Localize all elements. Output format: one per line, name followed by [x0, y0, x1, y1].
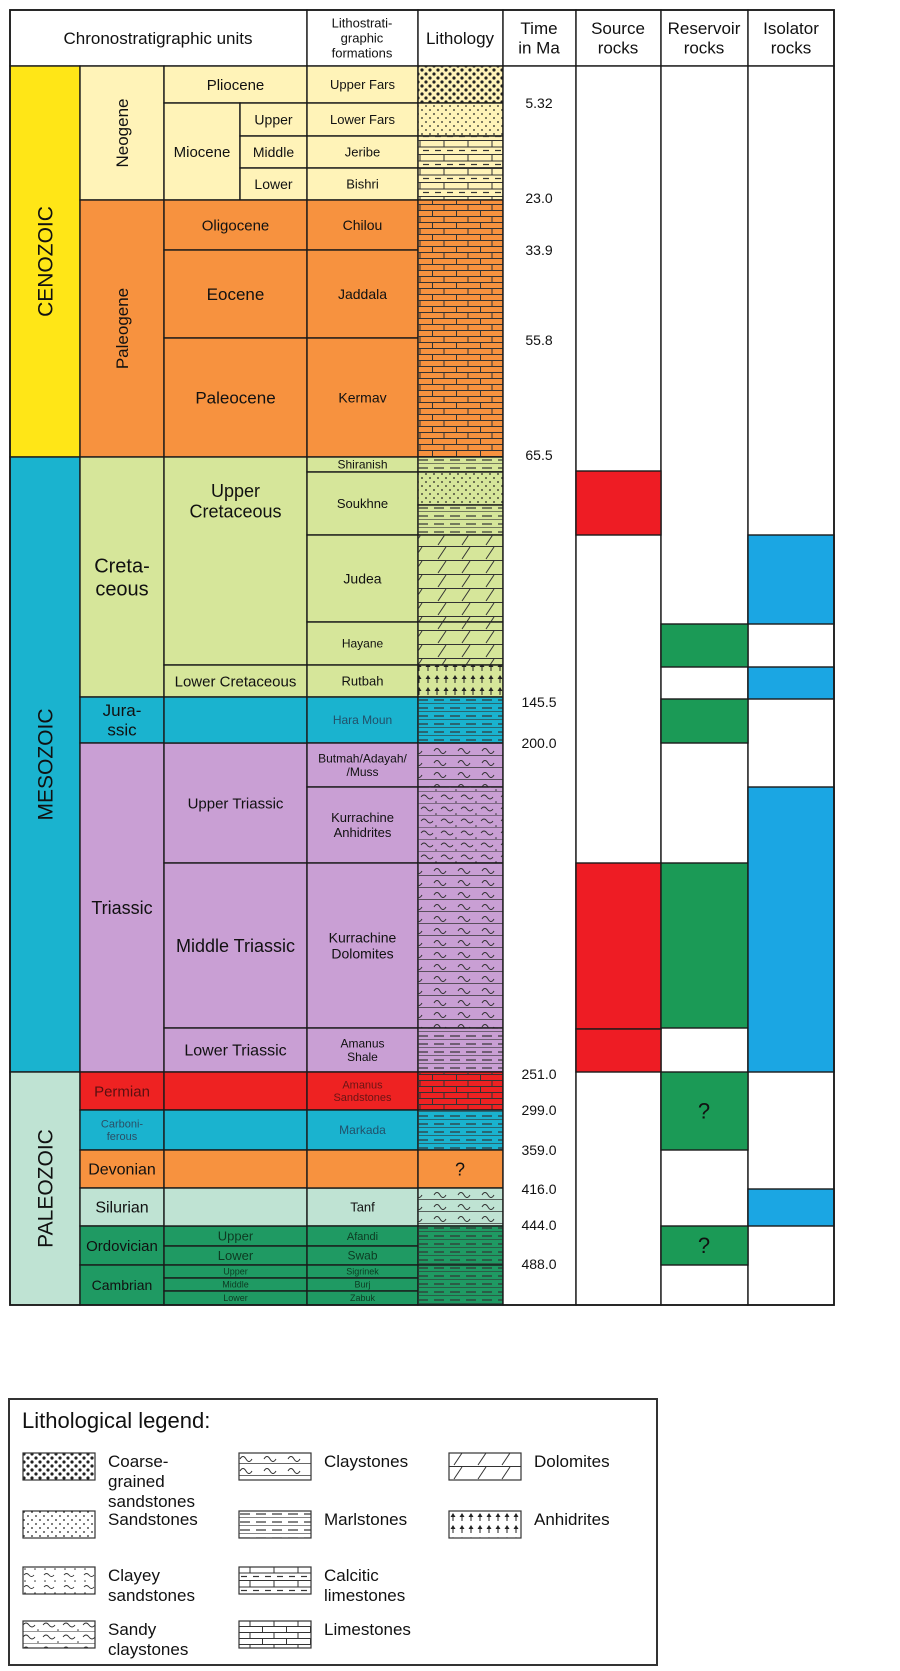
lithology-pattern — [418, 1072, 503, 1110]
lithology-pattern — [418, 1265, 503, 1305]
formation-label: Markada — [339, 1123, 386, 1138]
time-label: 33.9 — [525, 241, 553, 258]
lithology-pattern — [418, 168, 503, 200]
source-rock-block — [576, 471, 661, 535]
formation-label: Tanf — [350, 1199, 375, 1215]
header-source-rocks: Source rocks — [591, 19, 645, 58]
lithology-pattern — [418, 1226, 503, 1265]
formation-label: Jeribe — [344, 144, 381, 160]
lithology-pattern — [418, 505, 503, 535]
lithology-pattern — [418, 136, 503, 168]
legend-swatch-sand — [22, 1510, 104, 1540]
legend-swatch-marl — [238, 1510, 320, 1540]
legend-swatch-dolo — [448, 1452, 530, 1482]
lithology-pattern — [418, 535, 503, 622]
epoch-label: Miocene — [173, 143, 231, 161]
period-label: Permian — [94, 1083, 150, 1101]
formation-block-empty — [307, 1150, 418, 1188]
reservoir-rock-block — [661, 863, 748, 1028]
legend-label: Sandstones — [108, 1510, 198, 1529]
lithology-pattern — [418, 743, 503, 787]
epoch-label: Middle — [222, 1279, 249, 1290]
period-label: Cambrian — [91, 1276, 153, 1293]
reservoir-rock-block — [661, 624, 748, 667]
epoch-block-empty — [164, 1188, 307, 1226]
lithology-pattern — [418, 1188, 503, 1226]
formation-label: Sigrinek — [346, 1266, 379, 1277]
formation-label: Zabuk — [349, 1293, 376, 1304]
epoch-label: Lower — [254, 175, 293, 192]
lithology-unknown-label: ? — [454, 1159, 466, 1180]
formation-label: Jaddala — [337, 285, 388, 302]
formation-label: Hayane — [341, 636, 384, 651]
epoch-label: Upper — [217, 1228, 254, 1244]
legend-swatch-coarse — [22, 1452, 104, 1482]
legend-label: Limestones — [324, 1620, 411, 1639]
legend-label: Marlstones — [324, 1510, 408, 1529]
period-label: Ordovician — [86, 1237, 158, 1255]
formation-label: Chilou — [342, 216, 383, 233]
legend-title: Lithological legend: — [22, 1408, 211, 1433]
lithology-pattern — [418, 863, 503, 1028]
lithological-legend — [8, 1398, 658, 1666]
lithology-pattern — [418, 103, 503, 136]
epoch-label: Lower Triassic — [184, 1042, 287, 1060]
legend-label: Claystones — [324, 1452, 409, 1471]
header-lithology: Lithology — [425, 28, 495, 48]
formation-label: Upper Fars — [329, 77, 396, 93]
epoch-label: Oligocene — [201, 217, 270, 235]
period-label: Silurian — [95, 1199, 149, 1217]
lithology-pattern — [418, 697, 503, 743]
period-label: Creta-ceous — [94, 555, 150, 601]
time-label: 488.0 — [521, 1255, 557, 1272]
period-label: Neogene — [112, 98, 132, 168]
period-label: Devonian — [88, 1161, 156, 1179]
legend-swatch-clay — [238, 1452, 320, 1482]
formation-label: Butmah/Adayah/ /Muss — [318, 751, 407, 780]
epoch-label: Upper Cretaceous — [189, 480, 282, 522]
source-column — [576, 66, 661, 1305]
legend-label: Sandy claystones — [108, 1620, 189, 1659]
legend-label: Anhidrites — [534, 1510, 610, 1529]
period-label: Carboni-ferous — [100, 1118, 144, 1144]
legend-label: Calcitic limestones — [324, 1566, 406, 1605]
time-label: 145.5 — [521, 693, 557, 710]
era-label: CENOZOIC — [34, 206, 58, 317]
epoch-label: Middle — [252, 143, 295, 160]
header-isolator-rocks: Isolator rocks — [763, 19, 819, 58]
lithology-pattern — [418, 787, 503, 863]
time-label: 359.0 — [521, 1141, 557, 1158]
legend-swatch-sandyclay — [22, 1620, 104, 1650]
lithology-pattern — [418, 622, 503, 665]
time-label: 55.8 — [525, 331, 553, 348]
formation-label: Afandi — [346, 1230, 379, 1243]
formation-label: Judea — [343, 570, 382, 587]
lithology-pattern — [418, 472, 503, 505]
period-label: Triassic — [91, 897, 153, 918]
lithology-pattern — [418, 200, 503, 457]
formation-label: Rutbah — [341, 673, 384, 689]
isolator-rock-block — [748, 667, 834, 699]
header-time-in-ma: Time in Ma — [518, 19, 560, 58]
period-label: Jura-ssic — [102, 701, 142, 740]
time-label: 5.32 — [525, 94, 553, 111]
lithology-pattern — [418, 1028, 503, 1072]
formation-label: Hara Moun — [332, 713, 393, 728]
era-label: MESOZOIC — [34, 708, 58, 821]
epoch-block-empty — [164, 1150, 307, 1188]
legend-swatch-anhy — [448, 1510, 530, 1540]
formation-label: Kurrachine Anhidrites — [331, 810, 394, 841]
time-label: 251.0 — [521, 1065, 557, 1082]
time-label: 416.0 — [521, 1180, 557, 1197]
epoch-label: Paleocene — [195, 388, 276, 408]
epoch-label: Upper Triassic — [187, 795, 284, 813]
lithology-pattern — [418, 1110, 503, 1150]
epoch-label: Upper — [254, 111, 293, 128]
formation-label: Swab — [347, 1248, 378, 1263]
lithology-pattern — [418, 66, 503, 103]
legend-swatch-clayeysand — [22, 1566, 104, 1596]
time-label: 23.0 — [525, 189, 553, 206]
epoch-block-empty — [164, 697, 307, 743]
time-label: 299.0 — [521, 1101, 557, 1118]
epoch-label: Pliocene — [206, 76, 265, 94]
isolator-rock-block — [748, 787, 834, 1072]
formation-label: Kermav — [338, 389, 387, 406]
time-label: 200.0 — [521, 734, 557, 751]
epoch-label: Lower Cretaceous — [174, 673, 297, 691]
epoch-label: Upper — [223, 1266, 248, 1277]
source-rock-block — [576, 863, 661, 1029]
formation-label: Amanus Sandstones — [333, 1079, 392, 1105]
formation-label: Lower Fars — [329, 112, 396, 128]
epoch-label: Lower — [217, 1248, 254, 1264]
time-label: 444.0 — [521, 1216, 557, 1233]
formation-label: Amanus Shale — [340, 1036, 385, 1065]
legend-label: Dolomites — [534, 1452, 610, 1471]
formation-label: Kurrachine Dolomites — [328, 929, 397, 962]
time-label: 65.5 — [525, 446, 553, 463]
header-lithostratigraphic-formations: Lithostrati-graphic formations — [331, 15, 393, 61]
lithology-pattern — [418, 665, 503, 697]
epoch-label: Eocene — [206, 284, 265, 304]
header-chronostratigraphic-units: Chronostratigraphic units — [63, 28, 253, 48]
source-rock-block — [576, 1029, 661, 1072]
legend-label: Clayey sandstones — [108, 1566, 195, 1605]
isolator-rock-block — [748, 535, 834, 624]
lithology-pattern — [418, 457, 503, 472]
epoch-label: Middle Triassic — [175, 935, 296, 956]
epoch-label: Lower — [223, 1293, 248, 1304]
isolator-rock-block — [748, 1189, 834, 1226]
period-label: Paleogene — [112, 287, 132, 370]
header-reservoir-rocks: Reservoir rocks — [667, 19, 741, 58]
reservoir-uncertain-label: ? — [697, 1098, 711, 1124]
formation-label: Soukhne — [336, 496, 389, 512]
legend-label: Coarse-grained sandstones — [108, 1452, 195, 1511]
reservoir-uncertain-label: ? — [697, 1233, 711, 1259]
formation-label: Shiranish — [337, 457, 388, 472]
epoch-block-empty — [164, 1110, 307, 1150]
legend-swatch-calclime — [238, 1566, 320, 1596]
formation-label: Burj — [354, 1279, 371, 1290]
era-label: PALEOZOIC — [34, 1129, 58, 1248]
epoch-block-empty — [164, 1072, 307, 1110]
formation-label: Bishri — [346, 176, 379, 192]
legend-swatch-lime — [238, 1620, 320, 1650]
reservoir-rock-block — [661, 699, 748, 743]
